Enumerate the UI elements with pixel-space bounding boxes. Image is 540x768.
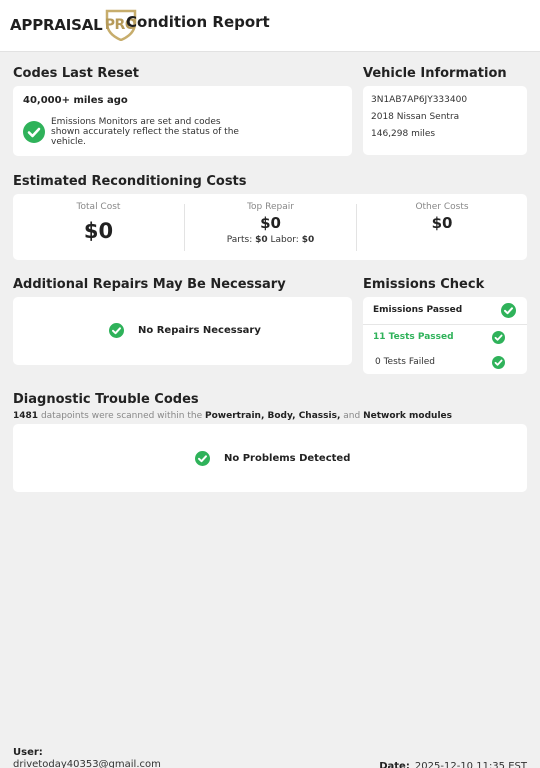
dtc-modules-2: Network modules	[363, 411, 453, 421]
date-label: Date:	[379, 761, 410, 768]
parts-value: $0	[255, 235, 268, 245]
total-cost-label: Total Cost	[76, 202, 121, 212]
dtc-card	[13, 424, 527, 492]
emissions-status-row	[363, 297, 527, 322]
other-costs-label: Other Costs	[415, 202, 469, 212]
date-value: 2025-12-10 11:35 EST	[414, 761, 527, 768]
dtc-modules-1: Powertrain, Body, Chassis,	[205, 411, 341, 421]
check-circle-icon	[492, 331, 505, 344]
dtc-description	[13, 411, 452, 421]
emissions-status: Emissions Passed	[373, 305, 463, 315]
top-repair-value: $0	[260, 214, 281, 232]
codes-reset-title: Codes Last Reset	[13, 66, 139, 81]
check-circle-icon	[109, 323, 124, 338]
tests-passed-row	[363, 325, 527, 350]
vehicle-vin: 3N1AB7AP6JY333400	[371, 95, 468, 105]
emissions-check-card	[363, 297, 527, 374]
vehicle-model: 2018 Nissan Sentra	[371, 112, 460, 122]
top-repair-column	[185, 194, 356, 261]
report-header	[0, 0, 540, 52]
additional-repairs-card	[13, 297, 352, 365]
brand-logo	[10, 8, 138, 42]
additional-repairs-title: Additional Repairs May Be Necessary	[13, 277, 286, 292]
tests-failed-row	[363, 350, 527, 375]
other-costs-value: $0	[431, 214, 453, 232]
check-circle-icon	[23, 121, 45, 143]
dtc-count: 1481	[13, 411, 39, 421]
tests-passed: 11 Tests Passed	[373, 332, 454, 342]
total-cost-value: $0	[83, 219, 114, 243]
labor-value: $0	[301, 235, 315, 245]
check-circle-icon	[195, 451, 210, 466]
codes-reset-miles: 40,000+ miles ago	[23, 95, 128, 106]
dtc-desc-1: datapoints were scanned within the	[40, 411, 203, 421]
vehicle-mileage: 146,298 miles	[371, 129, 436, 139]
footer-user	[13, 747, 161, 768]
dtc-title: Diagnostic Trouble Codes	[13, 392, 199, 407]
emissions-check-title: Emissions Check	[363, 277, 485, 292]
tests-failed: 0 Tests Failed	[375, 357, 435, 367]
check-circle-icon	[501, 303, 516, 318]
codes-reset-card	[13, 86, 352, 156]
check-circle-icon	[492, 356, 505, 369]
no-repairs-message: No Repairs Necessary	[138, 325, 261, 336]
user-email: drivetoday40353@gmail.com	[13, 759, 161, 768]
top-repair-label: Top Repair	[247, 202, 294, 212]
recon-costs-title: Estimated Reconditioning Costs	[13, 174, 247, 189]
vehicle-info-title: Vehicle Information	[363, 66, 507, 81]
total-cost-column	[13, 194, 184, 261]
footer-date	[379, 754, 527, 768]
logo-suffix: PRO	[104, 17, 137, 33]
codes-reset-message: Emissions Monitors are set and codes shown accurately reflect the status of the vehicle.	[51, 117, 239, 147]
dtc-desc-2: and	[343, 411, 361, 421]
no-problems-message: No Problems Detected	[224, 453, 351, 464]
logo-prefix: APPRAISAL	[10, 16, 103, 34]
other-costs-column	[357, 194, 527, 261]
parts-label: Parts:	[226, 235, 253, 245]
labor-label: Labor:	[270, 235, 299, 245]
recon-costs-card	[13, 194, 527, 260]
user-label: User:	[13, 747, 43, 758]
vehicle-info-card	[363, 86, 527, 155]
page-title: Condition Report	[126, 13, 270, 31]
parts-labor-line	[185, 235, 356, 245]
